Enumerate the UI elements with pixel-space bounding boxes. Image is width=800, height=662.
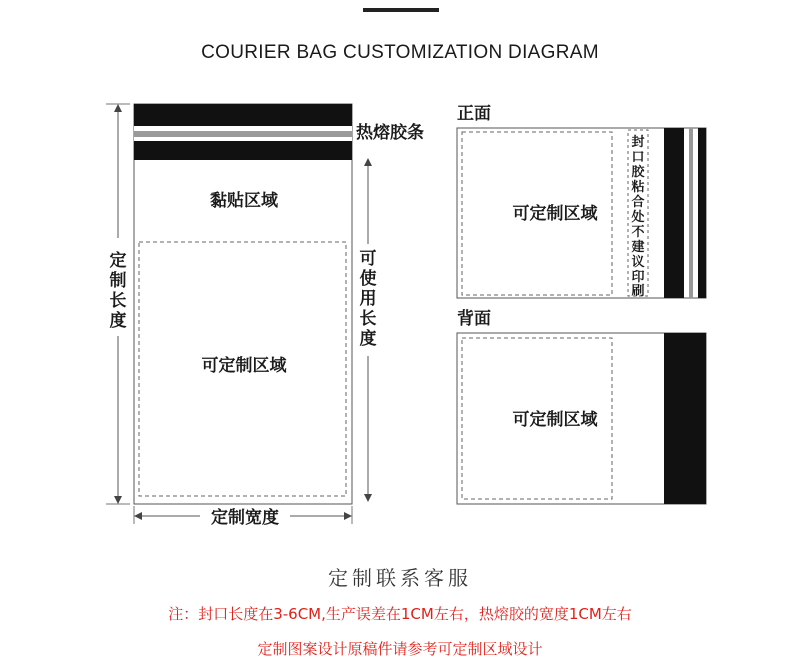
seal-note-char: 封	[631, 135, 645, 150]
seal-note-char: 处	[631, 210, 645, 225]
seal-note-char: 不	[631, 225, 645, 240]
adhesive-area-label: 黏贴区域	[210, 191, 278, 211]
hot-melt-strip-label: 热熔胶条	[356, 123, 424, 143]
left-bag	[106, 104, 424, 528]
usable-length-char: 度	[359, 329, 377, 349]
seal-note-label	[630, 135, 645, 299]
back-view-heading: 背面	[457, 309, 491, 329]
seal-note-char: 粘	[631, 180, 645, 195]
back-flap-strip	[664, 333, 706, 504]
usable-length-char: 用	[359, 289, 377, 309]
usable-length-char: 可	[359, 249, 377, 269]
hot-melt-strip-top	[134, 104, 352, 126]
seal-note-char: 口	[631, 150, 645, 165]
seal-note-char: 议	[631, 255, 645, 270]
front-hot-melt-strip-wide	[664, 128, 684, 298]
custom-length-char: 度	[109, 311, 127, 331]
custom-length-label	[110, 250, 127, 331]
custom-width-label: 定制宽度	[211, 508, 279, 528]
contact-service-heading: 定制联系客服	[328, 566, 472, 590]
left-customizable-area-label: 可定制区域	[201, 356, 287, 376]
seal-note-char: 合	[631, 195, 645, 210]
diagram-title: COURIER BAG CUSTOMIZATION DIAGRAM	[201, 42, 599, 63]
hot-melt-strip-bottom	[134, 141, 352, 160]
front-customizable-area-label: 可定制区域	[512, 204, 598, 224]
footer-note-line1: 注：封口长度在3-6CM,生产误差在1CM左右，热熔胶的宽度1CM左右	[168, 605, 632, 623]
custom-length-char: 定	[109, 251, 127, 271]
seal-note-char: 胶	[631, 165, 645, 180]
custom-length-char: 制	[109, 271, 127, 291]
back-view	[457, 308, 706, 504]
strip-gap-1	[134, 126, 352, 131]
seal-note-char: 印	[631, 270, 645, 285]
custom-length-char: 长	[109, 291, 127, 311]
footer-note-line2: 定制图案设计原稿件请参考可定制区域设计	[257, 640, 543, 658]
hot-melt-strip-mid	[134, 131, 352, 137]
usable-length-char: 使	[359, 269, 377, 289]
seal-note-char: 建	[631, 240, 645, 255]
front-hot-melt-strip-narrow	[698, 128, 706, 298]
front-view	[457, 103, 706, 299]
back-customizable-area-label: 可定制区域	[512, 410, 598, 430]
front-hot-melt-strip-grey	[689, 128, 693, 298]
left-bag-outline	[134, 104, 352, 504]
front-view-heading: 正面	[457, 104, 491, 124]
seal-note-char: 刷	[631, 284, 645, 299]
usable-length-label	[360, 248, 377, 349]
usable-length-char: 长	[359, 309, 377, 329]
strip-gap-2	[134, 137, 352, 141]
